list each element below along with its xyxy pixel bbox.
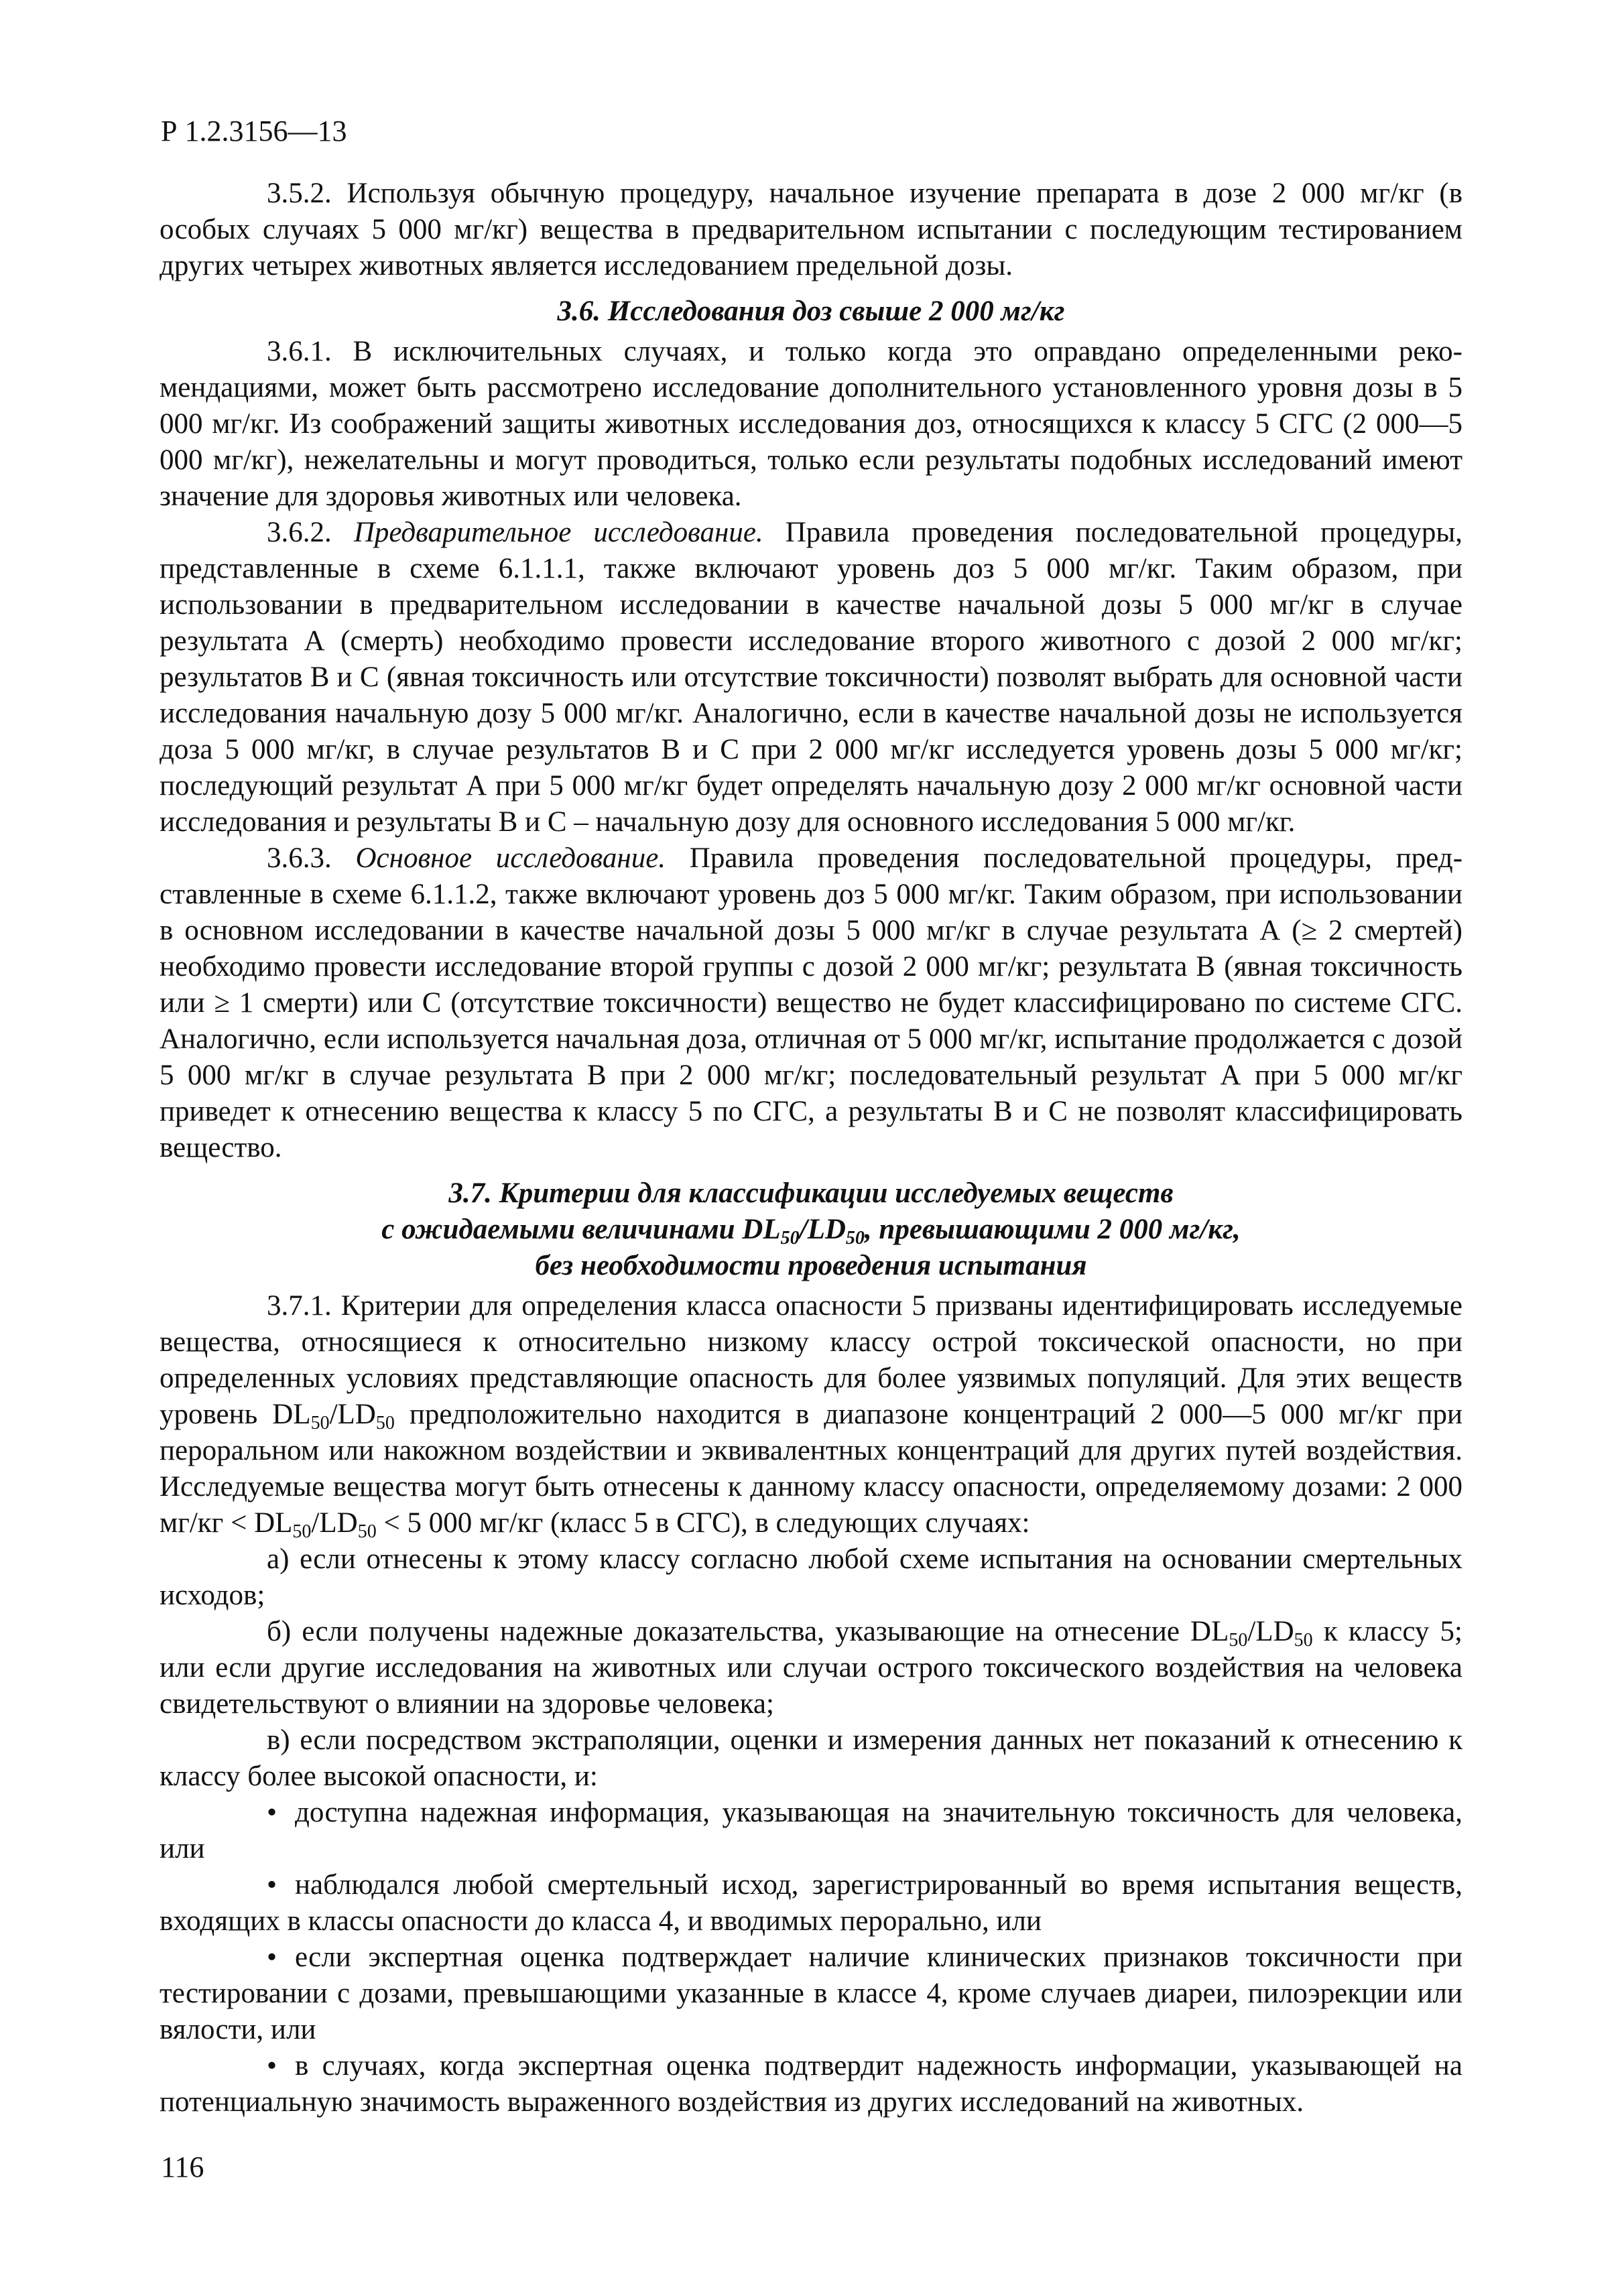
heading-text: с ожидаемыми величинами DL [381,1214,781,1245]
bullet-item-3 [160,1939,1462,2048]
heading-text: , превышающими 2 000 мг/кг, [864,1214,1241,1245]
paragraph-text: к классу 5; или если другие исследования на животных или случаи острого токсического воздействия на человека свидетельствуют о влиянии на здоровье человека; [160,1616,1462,1720]
bullet-item-2 [160,1867,1462,1939]
document-body [160,176,1462,2120]
subscript: 50 [375,1413,395,1433]
paragraph-text: б) если получены надежные доказательства, указывающие на отнесение DL [267,1616,1229,1647]
list-item-a: а) если отнесены к этому классу согласно любой схеме испытания на основании смертельных исходов; [160,1543,1462,1611]
heading-text: /LD [799,1214,846,1245]
page-number: 116 [161,2151,204,2183]
paragraph-number: 3.6.2. [267,517,354,548]
paragraph-text: /LD [311,1507,358,1539]
bullet-text: доступна надежная информация, указывающая на значительную токсичность для человека, или [160,1797,1462,1864]
bullet-dot-icon: • [267,1941,277,1973]
paragraph-term: Предварительное исследование. [353,517,763,548]
paragraph-text: Правила проведения последовательной процедуры, представленные в схеме 6.1.1.1, также включают уровень доз 5 000 мг/кг. Таким образом, при использовании в предварительном исследовании в качестве начальной дозы 5 000 мг/кг в случае результата А (смерть) необходимо провести исследование второго животного с дозой 2 000 мг/кг; результатов В и С (явная токсичность или отсутствие токсичности) позволят выбрать для основной части исследования начальную дозу 5 000 мг/кг. Аналогично, если в качестве начальной дозы не используется доза 5 000 мг/кг, в случае результатов В и С при 2 000 мг/кг исследуется уровень дозы 5 000 мг/кг; последующий результат А при 5 000 мг/кг будет определять начальную дозу 2 000 мг/кг основной части исследования и результаты В и С – начальную дозу для основного исследования 5 000 мг/кг. [160,517,1463,838]
bullet-dot-icon: • [267,1869,277,1901]
bullet-item-1 [160,1795,1462,1867]
paragraph-term: Основное исследование. [355,842,666,874]
bullet-dot-icon: • [267,1797,277,1828]
subscript: 50 [310,1413,330,1433]
paragraph-3-6-2 [160,515,1462,840]
heading-line-1: 3.7. Критерии для классификации исследуемых веществ [448,1177,1174,1209]
heading-line-3: без необходимости проведения испытания [535,1250,1087,1281]
paragraph-3-6-3 [160,840,1462,1166]
bullet-text: если экспертная оценка подтверждает наличие клинических признаков токсичности при тестировании с дозами, превышающими указанные в классе 4, кроме случаев диареи, пилоэрекции или вялости, или [160,1941,1462,2045]
subscript: 50 [780,1228,800,1249]
paragraph-text: /LD [1247,1616,1294,1647]
paragraph-text: 3.7.1. Критерии для определения класса опасности 5 призваны идентифицировать исследуемые вещества, относящиеся к относительно низкому классу острой токсической опасности, но при определенных условиях представляющие опасность для более уязвимых популяций. Для этих веществ уровень DL [160,1290,1462,1430]
section-heading-3-7 [160,1175,1462,1284]
paragraph-3-6-1: 3.6.1. В исключительных случаях, и только когда это оправдано определенными рекомендациями, может быть рассмотрено исследование дополнительного установленного уровня дозы в 5 000 мг/кг. Из соображений защиты животных исследования доз, относящихся к классу 5 СГС (2 000—5 000 мг/кг), нежелательны и могут проводиться, только если результаты подобных исследований имеют значение для здоровья животных или человека. [160,336,1462,512]
subscript: 50 [845,1228,865,1249]
heading-line-2 [160,1212,1462,1248]
bullet-text: в случаях, когда экспертная оценка подтвердит надежность информации, указывающей на потенциальную значимость выраженного воздействия из других исследований на животных. [160,2050,1462,2118]
section-heading-3-6 [160,294,1462,330]
paragraph-text: < 5 000 мг/кг (класс 5 в СГС), в следующих случаях: [376,1507,1030,1539]
list-item-c: в) если посредством экстраполяции, оценки и измерения данных нет показаний к отнесению к классу более высокой опасности, и: [160,1724,1462,1792]
subscript: 50 [1294,1630,1313,1651]
bullet-dot-icon: • [267,2050,277,2082]
paragraph-number: 3.6.3. [267,842,356,874]
paragraph-text: /LD [329,1399,376,1430]
document-code: Р 1.2.3156—13 [161,115,347,147]
bullet-item-4 [160,2048,1462,2120]
subscript: 50 [1229,1630,1248,1651]
paragraph-text: предположительно находится в диапазоне концентраций 2 000—5 000 мг/кг при пероральном или накожном воздействии и эквивалентных концентраций для других путей воздействия. Исследуемые вещества могут быть отнесены к данному классу опасности, определяемому дозами: 2 000 мг/кг < DL [160,1399,1463,1539]
paragraph-text: Правила проведения последовательной процедуры, представленные в схеме 6.1.1.2, также включают уровень доз 5 000 мг/кг. Таким образом, при использовании в основном исследовании в качестве начальной дозы 5 000 мг/кг в случае результата А (≥ 2 смертей) необходимо провести исследование второй группы с дозой 2 000 мг/кг; результата В (явная токсичность или ≥ 1 смерти) или С (отсутствие токсичности) вещество не будет классифицировано по системе СГС. Аналогично, если используется начальная доза, отличная от 5 000 мг/кг, испытание продолжается с дозой 5 000 мг/кг в случае результата В при 2 000 мг/кг; последовательный результат А при 5 000 мг/кг приведет к отнесению вещества к классу 5 по СГС, а результаты В и С не позволят классифицировать вещество. [160,842,1463,1163]
paragraph-3-5-2: 3.5.2. Используя обычную процедуру, начальное изучение препарата в дозе 2 000 мг/кг (в особых случаях 5 000 мг/кг) вещества в предварительном испытании с последующим тестированием других четырех животных является исследованием предельной дозы. [160,178,1462,281]
paragraph-3-7-1 [160,1288,1462,1541]
subscript: 50 [292,1521,312,1542]
bullet-text: наблюдался любой смертельный исход, зарегистрированный во время испытания веществ, входящих в классы опасности до класса 4, и вводимых перорально, или [160,1869,1462,1937]
section-heading-3-6-text: 3.6. Исследования доз свыше 2 000 мг/кг [557,296,1065,327]
list-item-b [160,1614,1462,1722]
subscript: 50 [357,1521,377,1542]
